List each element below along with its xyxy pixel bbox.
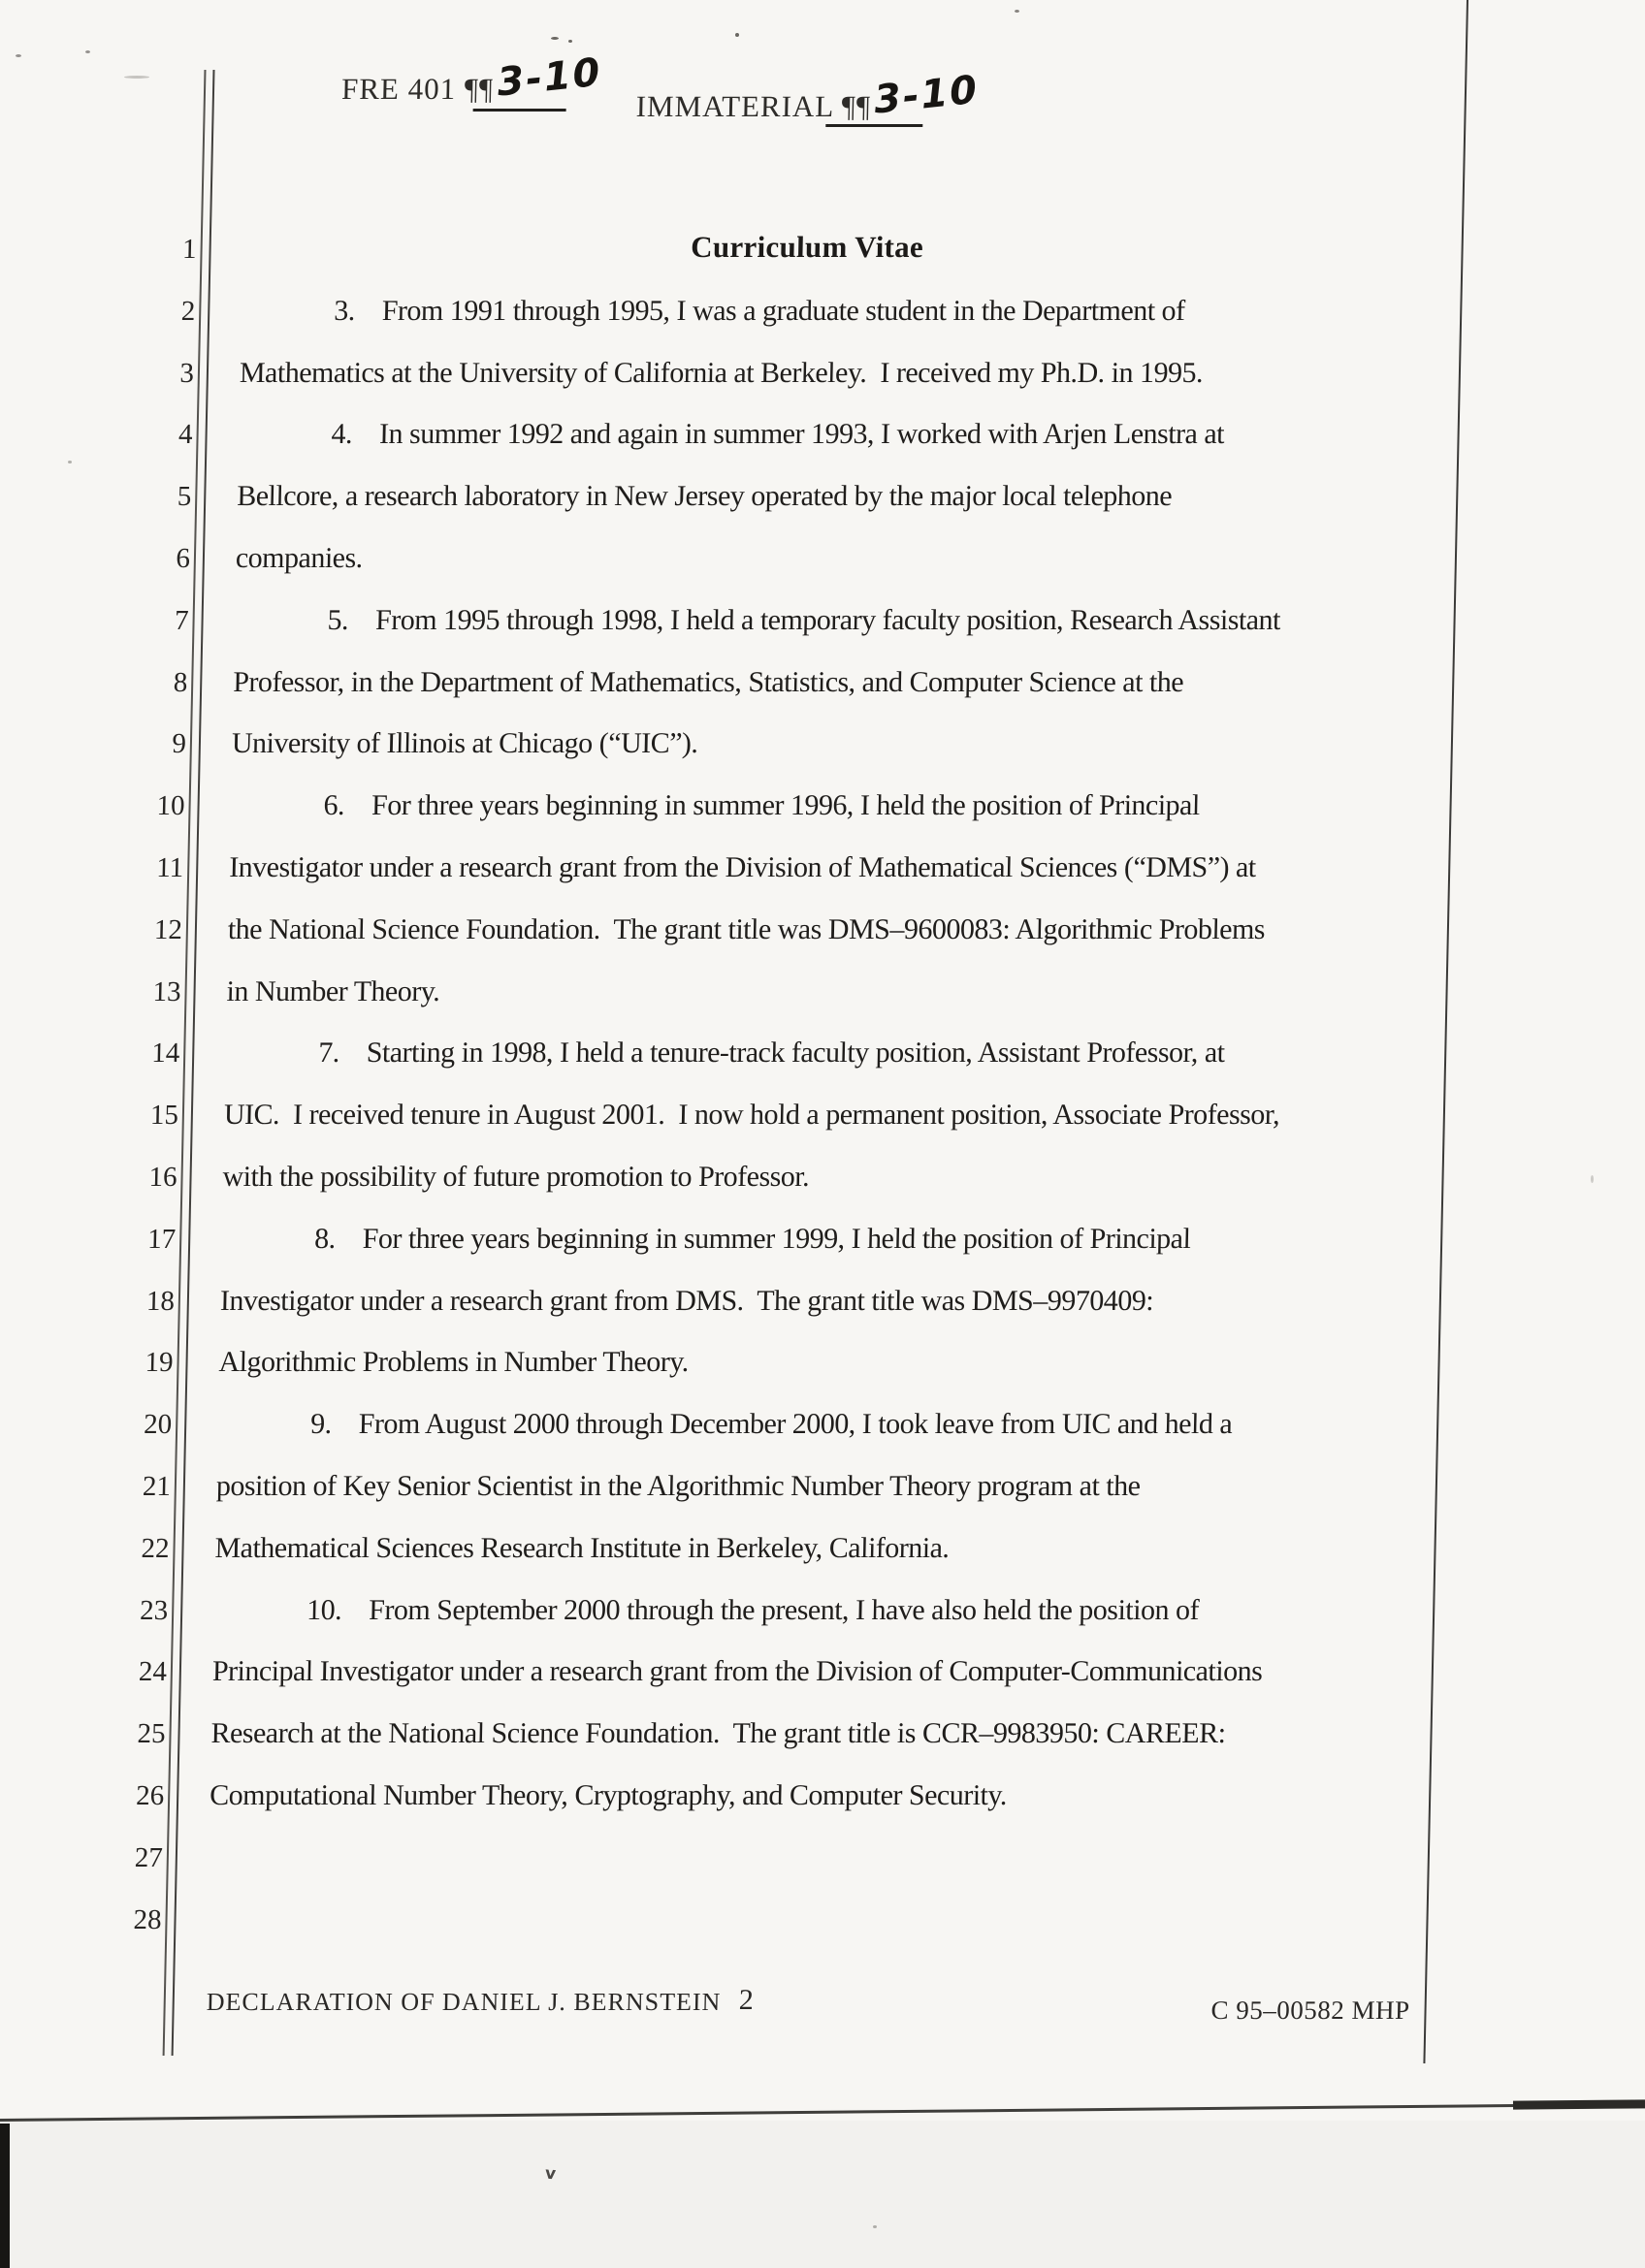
line-number: 26 bbox=[135, 1780, 165, 1811]
annotation-fre-401 bbox=[340, 49, 604, 109]
paragraph-line: Professor, in the Department of Mathematics, Statistics, and Computer Science at the bbox=[232, 666, 1184, 698]
line-number: 11 bbox=[155, 852, 184, 883]
line-number: 17 bbox=[146, 1224, 177, 1255]
line-number: 18 bbox=[145, 1286, 176, 1317]
annotation-immaterial-handwritten: 3-10 bbox=[872, 67, 982, 123]
scan-speck bbox=[85, 50, 90, 53]
line-number: 23 bbox=[139, 1595, 169, 1626]
line-number: 12 bbox=[153, 914, 183, 945]
paragraph-first-line: 9. From August 2000 through December 2000, I took leave from UIC and held a bbox=[309, 1408, 1233, 1440]
line-number: 20 bbox=[143, 1409, 173, 1440]
line-number: 25 bbox=[137, 1718, 166, 1749]
paragraph-first-line: 8. For three years beginning in summer 1999, I held the position of Principal bbox=[313, 1223, 1191, 1255]
paragraph-line: Mathematical Sciences Research Institute in Berkeley, California. bbox=[214, 1532, 950, 1564]
paragraph-line: Computational Number Theory, Cryptography, and Computer Security. bbox=[209, 1779, 1008, 1811]
paragraph-line: with the possibility of future promotion to Professor. bbox=[222, 1161, 810, 1193]
line-number: 24 bbox=[138, 1656, 168, 1687]
scanner-left-black-strip bbox=[0, 2124, 10, 2268]
paragraph-first-line: 3. From 1991 through 1995, I was a graduate student in the Department of bbox=[333, 295, 1185, 327]
scan-speck bbox=[1591, 1175, 1594, 1183]
line-number: 10 bbox=[156, 790, 185, 821]
paragraph-line: in Number Theory. bbox=[226, 975, 440, 1007]
line-number: 13 bbox=[152, 976, 181, 1007]
paragraph-line: position of Key Senior Scientist in the Algorithmic Number Theory program at the bbox=[215, 1470, 1141, 1502]
line-number: 8 bbox=[173, 667, 188, 698]
scanner-bottom-band bbox=[0, 2121, 1645, 2268]
annotation-immaterial-printed: IMMATERIAL ¶¶ bbox=[635, 89, 872, 123]
line-number: 3 bbox=[179, 358, 195, 389]
line-number: 5 bbox=[177, 481, 192, 512]
line-number: 22 bbox=[141, 1533, 170, 1564]
page-title: Curriculum Vitae bbox=[690, 230, 924, 264]
scanner-page-edge-shadow bbox=[1513, 2099, 1645, 2109]
line-number: 27 bbox=[134, 1842, 164, 1873]
paragraph-line: Principal Investigator under a research grant from the Division of Computer-Communications bbox=[211, 1655, 1263, 1687]
scan-speck bbox=[873, 2225, 877, 2228]
scan-speck bbox=[16, 54, 21, 57]
paragraph-line: Investigator under a research grant from DMS. The grant title was DMS–9970409: bbox=[219, 1285, 1154, 1317]
line-number: 28 bbox=[133, 1904, 162, 1935]
scan-speck bbox=[551, 37, 559, 40]
line-number: 4 bbox=[177, 419, 193, 450]
scan-smudge bbox=[124, 76, 149, 79]
annotation-fre-handwritten: 3-10 bbox=[495, 49, 604, 106]
paragraph-line: Mathematics at the University of California at Berkeley. I received my Ph.D. in 1995. bbox=[239, 357, 1204, 389]
paragraph-line: companies. bbox=[235, 542, 364, 574]
paragraph-first-line: 4. In summer 1992 and again in summer 1993, I worked with Arjen Lenstra at bbox=[331, 418, 1225, 450]
footer-document-title: DECLARATION OF DANIEL J. BERNSTEIN bbox=[206, 1988, 722, 2016]
annotation-fre-printed: FRE 401 ¶¶ bbox=[340, 72, 495, 106]
line-number: 9 bbox=[172, 728, 187, 759]
paragraph-line: UIC. I received tenure in August 2001. I now hold a permanent position, Associate Professor, bbox=[223, 1099, 1280, 1131]
right-margin-rule bbox=[1423, 0, 1468, 2063]
annotation-fre-underline bbox=[473, 109, 566, 112]
paragraph-line: the National Science Foundation. The grant title was DMS–9600083: Algorithmic Problems bbox=[227, 913, 1266, 945]
line-number: 21 bbox=[142, 1471, 172, 1502]
annotation-immaterial-underline bbox=[825, 124, 922, 127]
annotation-immaterial bbox=[635, 67, 982, 126]
paragraph-line: Bellcore, a research laboratory in New Jersey operated by the major local telephone bbox=[236, 480, 1173, 512]
line-number: 7 bbox=[174, 605, 189, 636]
footer-case-number: C 95–00582 MHP bbox=[1210, 1996, 1410, 2025]
footer-page-number: 2 bbox=[738, 1984, 755, 2016]
pen-tick-mark: v bbox=[544, 2163, 557, 2185]
line-number: 19 bbox=[145, 1347, 174, 1378]
line-number: 14 bbox=[150, 1038, 180, 1069]
paragraph-first-line: 6. For three years beginning in summer 1996, I held the position of Principal bbox=[323, 789, 1201, 821]
scan-speck bbox=[1015, 10, 1019, 13]
paragraph-line: University of Illinois at Chicago (“UIC”). bbox=[231, 727, 698, 759]
scan-speck bbox=[68, 461, 72, 463]
paragraph-line: Research at the National Science Foundation. The grant title is CCR–9983950: CAREER: bbox=[210, 1717, 1226, 1749]
line-number: 16 bbox=[148, 1162, 177, 1193]
paragraph-line: Algorithmic Problems in Number Theory. bbox=[218, 1346, 690, 1378]
paragraph-first-line: 7. Starting in 1998, I held a tenure-track faculty position, Assistant Professor, at bbox=[317, 1037, 1225, 1069]
paragraph-first-line: 5. From 1995 through 1998, I held a temporary faculty position, Research Assistant bbox=[327, 604, 1281, 636]
line-number: 6 bbox=[176, 543, 191, 574]
scan-speck bbox=[568, 40, 572, 43]
line-number: 15 bbox=[149, 1100, 179, 1131]
line-number: 2 bbox=[180, 296, 196, 327]
paragraph-first-line: 10. From September 2000 through the present, I have also held the position of bbox=[306, 1594, 1200, 1626]
paragraph-line: Investigator under a research grant from the Division of Mathematical Sciences (“DMS”) at bbox=[228, 851, 1257, 883]
line-number: 1 bbox=[181, 234, 197, 265]
scan-speck bbox=[735, 33, 739, 37]
